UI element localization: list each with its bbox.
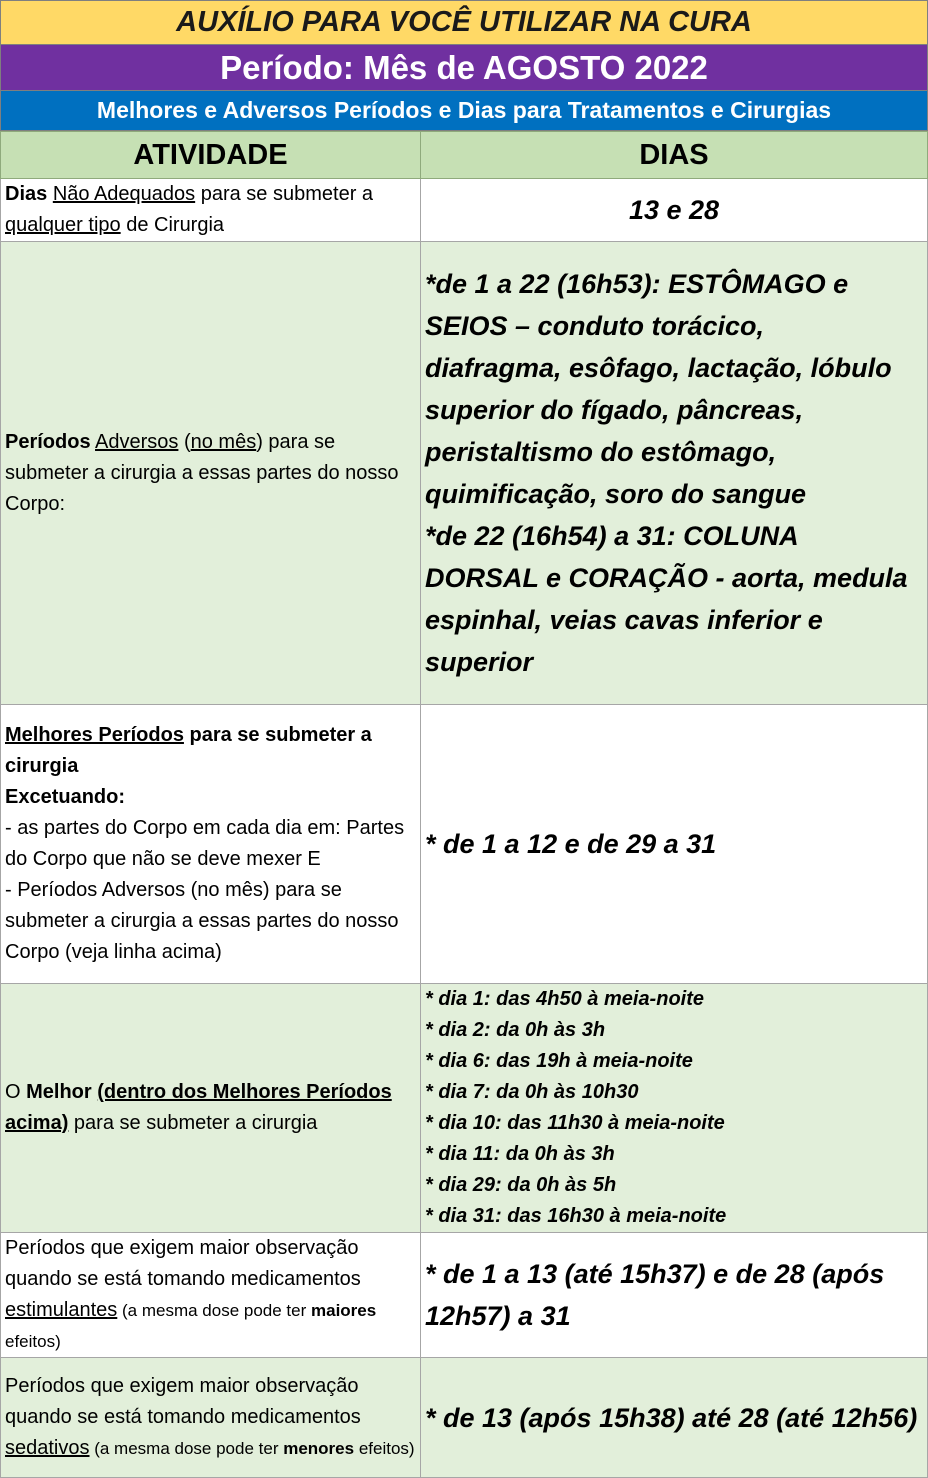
activity-text: para se submeter a cirurgia [5, 724, 372, 777]
title-banner [0, 0, 928, 45]
activity-text: menores [283, 1439, 355, 1458]
activity-text: para se submeter a cirurgia [68, 1112, 318, 1134]
activity-text: O [5, 1081, 27, 1103]
column-header-activity: ATIVIDADE [1, 132, 421, 179]
period-title: Período: Mês de AGOSTO 2022 [220, 48, 708, 86]
activity-text: Melhores Períodos [5, 724, 184, 746]
days-text: 13 e 28 [628, 195, 720, 225]
days-line: peristaltismo do estômago, [425, 437, 777, 467]
days-line: DORSAL e CORAÇÃO - aorta, medula [425, 563, 908, 593]
activity-text: Melhor [26, 1081, 92, 1103]
days-line: * dia 6: das 19h à meia-noite [425, 1050, 693, 1072]
days-line: quimificação, soro do sangue [425, 479, 807, 509]
days-line: * dia 7: da 0h às 10h30 [425, 1081, 639, 1103]
subtitle: Melhores e Adversos Períodos e Dias para Tratamentos e Cirurgias [96, 97, 832, 123]
days-cell [421, 179, 928, 242]
days-line: *de 1 a 22 (16h53): ESTÔMAGO e [425, 269, 849, 299]
schedule-table [0, 131, 928, 1478]
table-row [1, 1358, 928, 1478]
days-line: * dia 11: da 0h às 3h [425, 1143, 615, 1165]
days-cell [421, 1358, 928, 1478]
activity-text: estimulantes [5, 1299, 118, 1321]
activity-text: (dentro dos Melhores Períodos acima) [5, 1081, 392, 1134]
activity-text: maiores [311, 1301, 377, 1320]
activity-cell [1, 1358, 421, 1478]
table-row [1, 705, 928, 984]
days-line: * dia 10: das 11h30 à meia-noite [425, 1112, 725, 1134]
activity-text: no mês [190, 430, 257, 453]
activity-text: (a mesma dose pode ter [89, 1439, 284, 1458]
days-line: * dia 2: da 0h às 3h [425, 1019, 606, 1041]
activity-text: Períodos [5, 430, 91, 453]
activity-text: Não Adequados [52, 183, 196, 205]
activity-text: ( [178, 430, 191, 453]
activity-cell [1, 984, 421, 1233]
days-cell [421, 705, 928, 984]
table-row [1, 179, 928, 242]
activity-text: - Períodos Adversos (no mês) para se submeter a cirurgia a essas partes do nosso Corpo (veja linha acima) [5, 879, 399, 963]
activity-text: Excetuando: [5, 786, 126, 808]
activity-text: Dias [5, 183, 48, 205]
days-line: * dia 1: das 4h50 à meia-noite [425, 988, 704, 1010]
days-line: * dia 31: das 16h30 à meia-noite [425, 1205, 727, 1227]
column-header-days: DIAS [421, 132, 928, 179]
activity-cell [1, 242, 421, 705]
page-title: AUXÍLIO PARA VOCÊ UTILIZAR NA CURA [176, 6, 752, 38]
activity-text: para se submeter a [195, 183, 374, 205]
days-line: espinhal, veias cavas inferior e [425, 605, 823, 635]
days-cell [421, 1233, 928, 1358]
activity-text: sedativos [5, 1437, 90, 1459]
activity-text: Períodos que exigem maior observação quando se está tomando medicamentos [5, 1375, 361, 1428]
activity-cell [1, 1233, 421, 1358]
activity-text: efeitos) [5, 1332, 61, 1351]
days-line: superior do fígado, pâncreas, [425, 395, 804, 425]
activity-text: de Cirurgia [120, 214, 225, 236]
activity-cell [1, 179, 421, 242]
table-row [1, 1233, 928, 1358]
activity-text: Períodos que exigem maior observação quando se está tomando medicamentos [5, 1237, 361, 1290]
table-header-row [1, 132, 928, 179]
table-row [1, 242, 928, 705]
activity-text: Adversos [95, 430, 179, 453]
activity-text: ) para se submeter a cirurgia a essas partes do nosso Corpo: [5, 430, 399, 515]
subtitle-banner [0, 91, 928, 131]
days-text: * de 1 a 12 e de 29 a 31 [425, 829, 717, 859]
days-cell [421, 984, 928, 1233]
table-row [1, 984, 928, 1233]
days-line: *de 22 (16h54) a 31: COLUNA [425, 521, 799, 551]
days-line: diafragma, esôfago, lactação, lóbulo [425, 353, 892, 383]
days-text: * de 1 a 13 (até 15h37) e de 28 (após 12h57) a 31 [425, 1259, 885, 1331]
activity-text: qualquer tipo [5, 214, 121, 236]
activity-cell [1, 705, 421, 984]
days-text: * de 13 (após 15h38) até 28 (até 12h56) [425, 1402, 918, 1433]
days-line: superior [425, 647, 534, 677]
period-banner [0, 45, 928, 91]
days-line: SEIOS – conduto torácico, [425, 311, 765, 341]
days-cell [421, 242, 928, 705]
activity-text: efeitos) [354, 1439, 415, 1458]
days-line: * dia 29: da 0h às 5h [425, 1174, 617, 1196]
activity-text: (a mesma dose pode ter [117, 1301, 311, 1320]
activity-text: - as partes do Corpo em cada dia em: Partes do Corpo que não se deve mexer E [5, 817, 405, 870]
